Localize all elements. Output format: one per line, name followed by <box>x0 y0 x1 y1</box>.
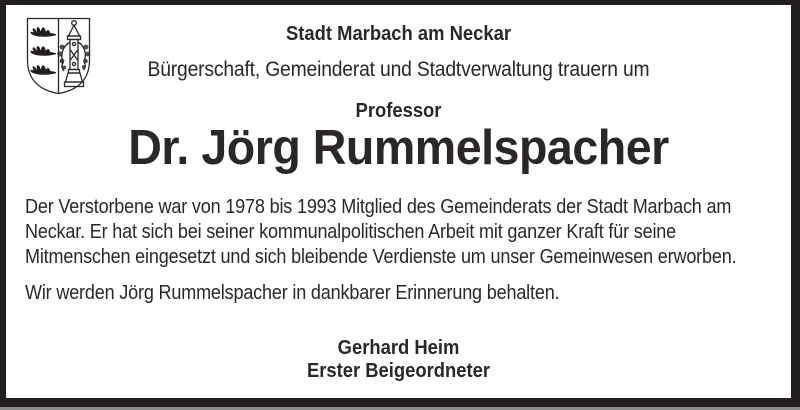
obituary-line-3: Mitmenschen eingesetzt und sich bleibende Verdienste um unser Gemeinwesen erworben. <box>25 245 737 268</box>
obituary-line-1: Der Verstorbene war von 1978 bis 1993 Mitglied des Gemeinderats der Stadt Marbach am <box>25 195 732 218</box>
mourning-line: Bürgerschaft, Gemeinderat und Stadtverwaltung trauern um <box>147 58 650 81</box>
signature-block <box>6 337 791 383</box>
obituary-line-2: Neckar. Er hat sich bei seiner kommunalpolitischen Arbeit mit ganzer Kraft für seine <box>25 220 677 243</box>
signatory-role: Erster Beigeordneter <box>306 360 491 382</box>
obituary-text <box>25 194 736 305</box>
deceased-name: Dr. Jörg Rummelspacher <box>128 121 669 175</box>
remembrance-line: Wir werden Jörg Rummelspacher in dankbarer Erinnerung behalten. <box>25 281 560 304</box>
academic-title: Professor <box>355 100 442 122</box>
signatory-name: Gerhard Heim <box>337 337 460 359</box>
notice-paper <box>6 5 791 398</box>
city-name: Stadt Marbach am Neckar <box>286 23 511 45</box>
